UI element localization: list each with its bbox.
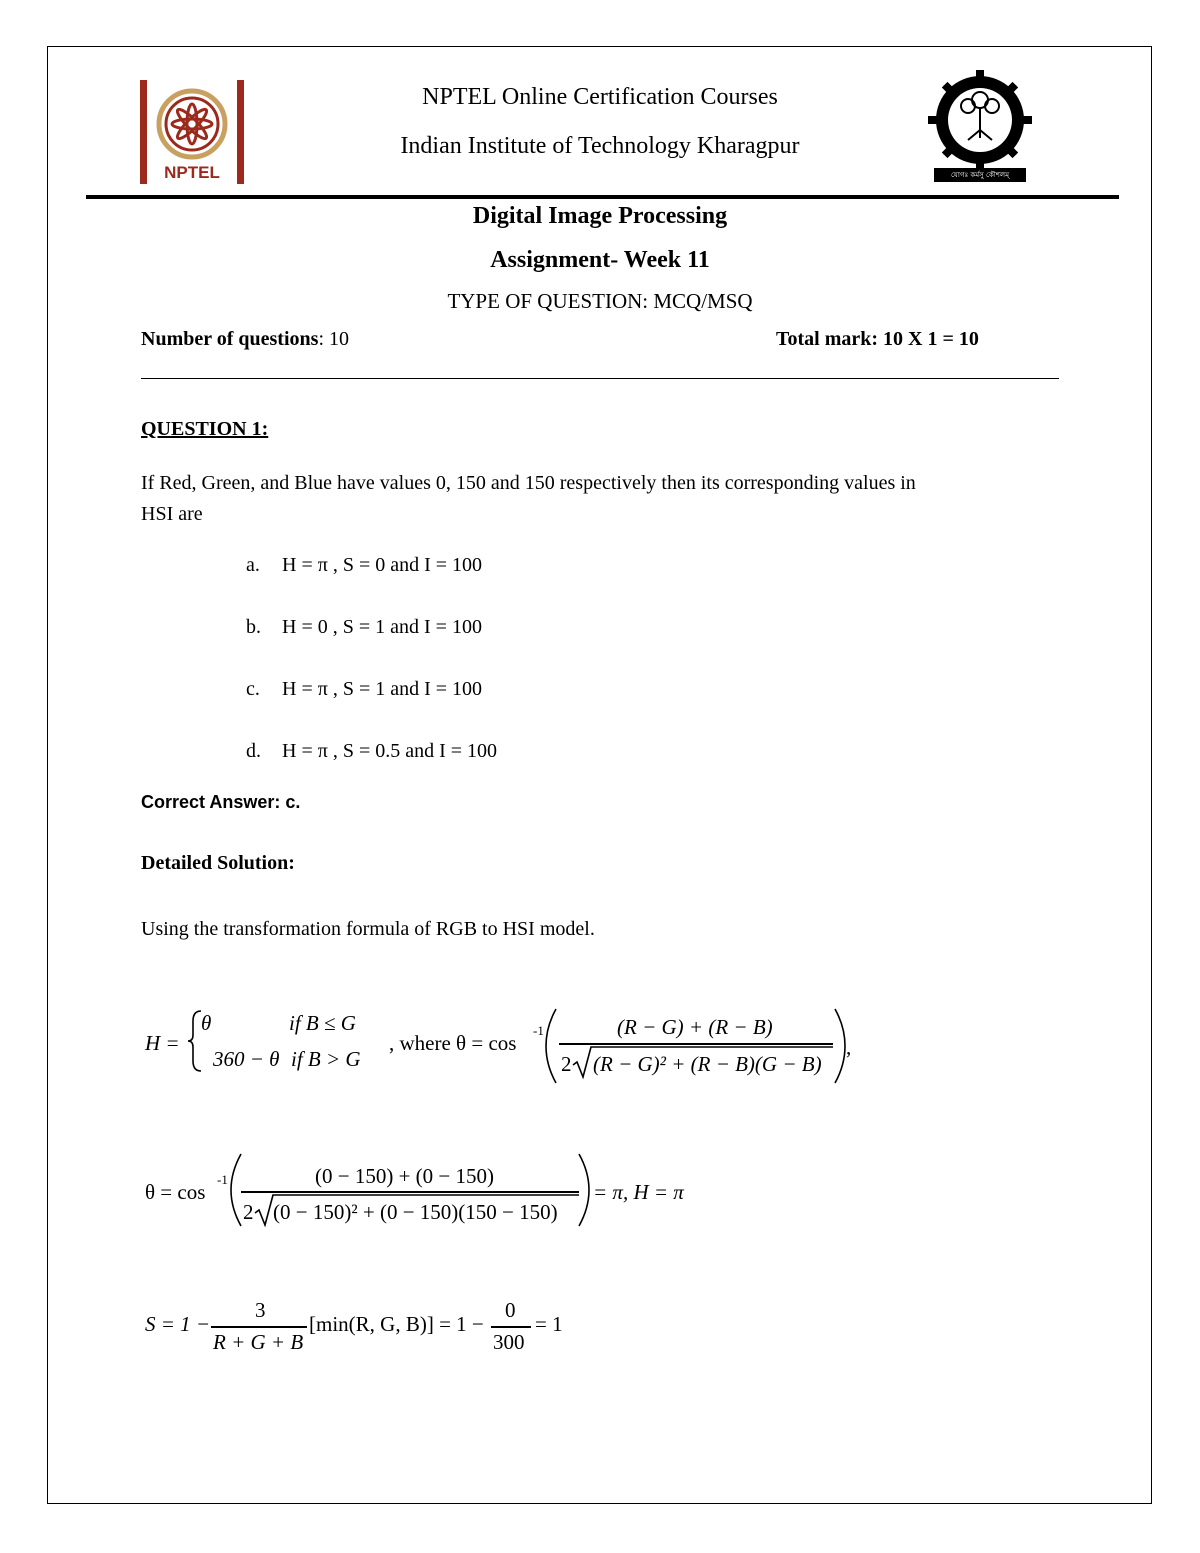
separator-line [141,378,1059,379]
question-text-line-1: If Red, Green, and Blue have values 0, 150 and 150 respectively then its corresponding values in [141,472,916,494]
num-questions-value: : 10 [318,328,349,350]
eq2-denominator-coef: 2 [243,1200,254,1224]
question-heading: QUESTION 1: [141,418,269,440]
eq2-right-paren [577,1152,591,1228]
eq1-numerator: (R − G) + (R − B) [617,1015,773,1039]
total-mark: Total mark: 10 X 1 = 10 [776,328,979,350]
eq2-numerator: (0 − 150) + (0 − 150) [315,1164,495,1188]
eq2-left-paren [229,1152,243,1228]
eq3-middle: [min(R, G, B)] = 1 − [309,1312,484,1336]
eq1-case1-condition: if B ≤ G [289,1011,356,1035]
num-questions [141,328,349,351]
eq3-fraction1-denominator: R + G + B [213,1330,304,1354]
header-line-2: Indian Institute of Technology Kharagpur [400,133,800,159]
eq1-case2-condition: if B > G [291,1047,361,1071]
eq1-left-paren [544,1007,558,1085]
eq1-tail: , [846,1035,852,1059]
eq2-denominator: (0 − 150)² + (0 − 150)(150 − 150) [273,1200,558,1224]
eq2-superscript: -1 [217,1172,228,1187]
solution-text: Using the transformation formula of RGB to HSI model. [141,918,595,940]
solution-heading: Detailed Solution: [141,852,295,874]
eq3-fraction1-numerator: 3 [255,1298,266,1322]
option-b [246,616,482,639]
eq1-case2-value: 360 − θ [213,1047,280,1071]
eq3-lhs: S = 1 − [145,1312,211,1336]
eq2-lhs-text: θ = cos [145,1180,206,1204]
option-label: b. [246,616,261,638]
eq2-tail: = π, H = π [593,1180,684,1204]
eq3-fraction2-numerator: 0 [505,1298,516,1322]
option-label: c. [246,678,260,700]
option-text: H = π , S = 0.5 and I = 100 [282,740,498,762]
eq1-denominator: (R − G)² + (R − B)(G − B) [593,1052,822,1076]
iit-kgp-motto: যোগঃ কর্মসু কৌশলম্ [950,171,1010,179]
option-label: a. [246,554,260,576]
eq1-case1-value: θ [201,1011,212,1035]
option-text: H = π , S = 1 and I = 100 [282,678,483,700]
eq1-superscript: -1 [533,1023,544,1038]
option-d [246,740,497,763]
header-line-1: NPTEL Online Certification Courses [422,84,778,110]
equation-hue [141,1005,881,1095]
num-questions-label: Number of questions [141,328,319,350]
equation-saturation [141,1296,741,1360]
question-type: TYPE OF QUESTION: MCQ/MSQ [447,289,753,313]
option-text: H = π , S = 0 and I = 100 [282,554,483,576]
option-label: d. [246,740,261,762]
option-text: H = 0 , S = 1 and I = 100 [282,616,482,638]
eq1-denominator-coef: 2 [561,1052,572,1076]
correct-answer: Correct Answer: c. [141,792,301,812]
eq3-tail: = 1 [535,1312,563,1336]
eq2-lhs [145,1180,205,1205]
eq1-lhs: H = [145,1031,180,1055]
eq3-fraction1-bar [211,1326,307,1328]
eq1-right-paren [833,1007,847,1085]
course-title: Digital Image Processing [472,203,728,229]
equation-theta [141,1150,741,1230]
eq1-where: , where θ = cos [389,1031,517,1055]
question-text-line-2: HSI are [141,503,203,525]
option-a [246,554,482,577]
eq3-fraction2-denominator: 300 [493,1330,525,1354]
eq3-fraction2-bar [491,1326,531,1328]
option-c [246,678,482,701]
header-rule [86,195,1119,199]
nptel-logo-text: NPTEL [164,163,220,182]
assignment-title: Assignment- Week 11 [490,247,710,273]
